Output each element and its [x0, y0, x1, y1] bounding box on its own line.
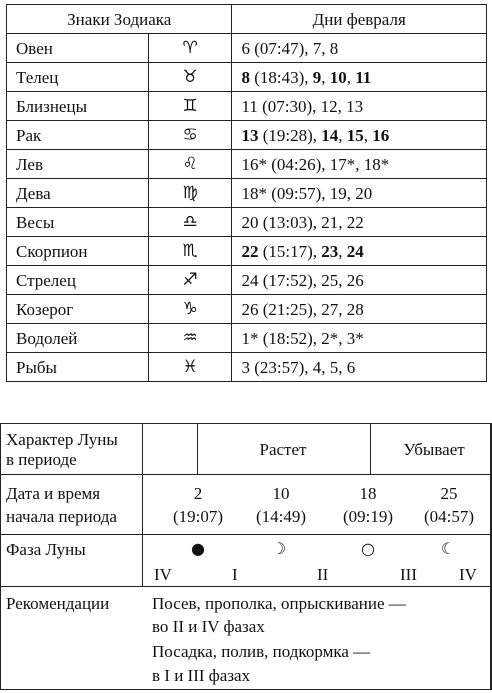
day-text: ,	[338, 241, 347, 261]
period-1-date: 2	[193, 484, 203, 503]
moon-character-label-line2: в периоде	[6, 450, 77, 469]
favorable-day-text: 9	[312, 67, 322, 87]
february-days-header: Дни февраля	[232, 5, 487, 34]
zodiac-sign-name: Рыбы	[7, 353, 149, 382]
quarter-label: IV	[154, 565, 172, 584]
period-3-date: 18	[359, 484, 377, 503]
day-text: 3 (23:57), 4, 5, 6	[241, 357, 356, 377]
zodiac-row	[7, 63, 487, 92]
day-text: 26 (21:25), 27, 28	[241, 299, 364, 319]
period-start-label-line2: начала периода	[6, 507, 117, 526]
day-text: ,	[363, 125, 373, 145]
zodiac-symbol-icon: ♓	[148, 353, 232, 382]
moon-character-label-line1: Характер Луны	[6, 430, 118, 449]
zodiac-row	[7, 92, 487, 121]
zodiac-sign-name: Лев	[7, 150, 149, 179]
zodiac-sign-name: Водолей	[7, 324, 149, 353]
day-text: 1* (18:52), 2*, 3*	[241, 328, 364, 348]
period-3-time: (09:19)	[342, 507, 394, 526]
zodiac-sign-name: Дева	[7, 179, 149, 208]
zodiac-sign-name: Скорпион	[7, 237, 149, 266]
new-moon-icon: ●	[191, 539, 205, 558]
period-1-time: (19:07)	[172, 507, 224, 526]
zodiac-row	[7, 295, 487, 324]
period-start-label-line1: Дата и время	[6, 484, 101, 503]
favorable-day-text: 14	[321, 125, 339, 145]
period-2-date: 10	[272, 484, 290, 503]
zodiac-sign-name: Рак	[7, 121, 149, 150]
favorable-day-text: 13	[241, 125, 259, 145]
zodiac-days-cell	[232, 208, 487, 237]
quarter-label: IV	[459, 565, 477, 584]
zodiac-row	[7, 34, 487, 63]
day-text: (19:28),	[258, 125, 322, 145]
recommendations-label: Рекомендации	[6, 594, 110, 613]
zodiac-days-cell	[232, 121, 487, 150]
zodiac-sign-name: Весы	[7, 208, 149, 237]
day-text: 18* (09:57), 19, 20	[241, 183, 373, 203]
recommendation-line-1: Посев, прополка, опрыскивание —	[152, 594, 406, 613]
favorable-day-text: 10	[329, 67, 347, 87]
day-text: ,	[338, 125, 347, 145]
last-quarter-moon-icon: ☾	[440, 539, 456, 558]
period-2-time: (14:49)	[255, 507, 307, 526]
day-text: ,	[346, 67, 356, 87]
zodiac-days-cell	[232, 150, 487, 179]
quarter-label: III	[400, 565, 417, 584]
favorable-day-text: 16	[372, 125, 390, 145]
first-quarter-moon-icon: ☽	[271, 539, 287, 558]
day-text: (18:43),	[249, 67, 313, 87]
zodiac-symbol-icon: ♈	[148, 34, 232, 63]
quarter-label: I	[232, 565, 238, 584]
moon-phase-label: Фаза Луны	[6, 540, 86, 559]
day-text: 16* (04:26), 17*, 18*	[241, 154, 390, 174]
quarter-label: II	[317, 565, 329, 584]
recommendation-line-3: Посадка, полив, подкормка —	[152, 642, 371, 661]
favorable-day-text: 8	[241, 67, 250, 87]
day-text: (15:17),	[258, 241, 322, 261]
zodiac-sign-name: Телец	[7, 63, 149, 92]
zodiac-row	[7, 150, 487, 179]
full-moon-icon: ○	[361, 539, 375, 558]
zodiac-symbol-icon: ♊	[148, 92, 232, 121]
zodiac-symbol-icon: ♍	[148, 179, 232, 208]
favorable-day-text: 11	[355, 67, 372, 87]
favorable-day-text: 22	[241, 241, 259, 261]
zodiac-symbol-icon: ♌	[148, 150, 232, 179]
day-text: 24 (17:52), 25, 26	[241, 270, 364, 290]
zodiac-symbol-icon: ♒	[148, 324, 232, 353]
zodiac-symbol-icon: ♉	[148, 63, 232, 92]
zodiac-days-cell	[232, 353, 487, 382]
moon-phase-table	[0, 423, 492, 690]
day-text: 20 (13:03), 21, 22	[241, 212, 364, 232]
zodiac-days-cell	[232, 324, 487, 353]
favorable-day-text: 15	[346, 125, 364, 145]
period-4-date: 25	[440, 484, 458, 503]
zodiac-sign-name: Стрелец	[7, 266, 149, 295]
zodiac-days-cell	[232, 34, 487, 63]
favorable-day-text: 24	[346, 241, 364, 261]
zodiac-days-cell	[232, 237, 487, 266]
favorable-day-text: 23	[321, 241, 339, 261]
zodiac-days-cell	[232, 179, 487, 208]
zodiac-sign-name: Близнецы	[7, 92, 149, 121]
zodiac-days-cell	[232, 63, 487, 92]
zodiac-sign-name: Овен	[7, 34, 149, 63]
zodiac-row	[7, 179, 487, 208]
recommendation-line-2: во II и IV фазах	[152, 617, 265, 636]
day-text: 11 (07:30), 12, 13	[241, 96, 364, 116]
zodiac-symbol-icon: ♎	[148, 208, 232, 237]
zodiac-signs-header: Знаки Зодиака	[7, 5, 232, 34]
period-4-time: (04:57)	[423, 507, 475, 526]
zodiac-symbol-icon: ♑	[148, 295, 232, 324]
recommendation-line-4: в I и III фазах	[152, 666, 251, 685]
zodiac-row	[7, 237, 487, 266]
day-text: 6 (07:47), 7, 8	[241, 38, 339, 58]
zodiac-row	[7, 208, 487, 237]
zodiac-header-row	[7, 5, 487, 34]
zodiac-days-cell	[232, 295, 487, 324]
zodiac-symbol-icon: ♏	[148, 237, 232, 266]
zodiac-row	[7, 353, 487, 382]
zodiac-table	[6, 4, 487, 382]
zodiac-symbol-icon: ♋	[148, 121, 232, 150]
zodiac-days-cell	[232, 92, 487, 121]
day-text: ,	[321, 67, 330, 87]
zodiac-sign-name: Козерог	[7, 295, 149, 324]
zodiac-row	[7, 266, 487, 295]
moon-growing-label: Растет	[259, 440, 307, 459]
zodiac-row	[7, 324, 487, 353]
zodiac-symbol-icon: ♐	[148, 266, 232, 295]
zodiac-row	[7, 121, 487, 150]
moon-waning-label: Убывает	[403, 440, 465, 459]
zodiac-days-cell	[232, 266, 487, 295]
